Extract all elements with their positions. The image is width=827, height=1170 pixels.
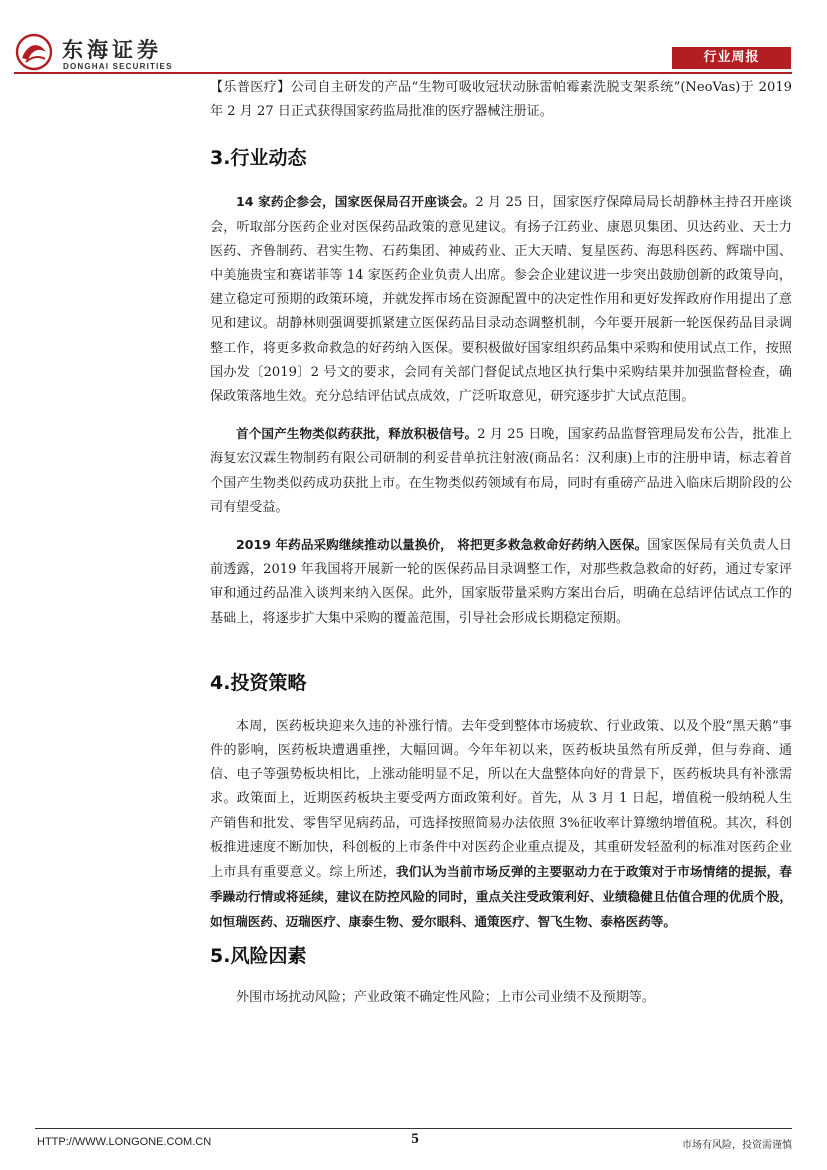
news-item-1-headline: 14 家药企参会，国家医保局召开座谈会。 <box>236 194 476 210</box>
risk-paragraph: 外围市场扰动风险；产业政策不确定性风险；上市公司业绩不及预期等。 <box>236 989 655 1005</box>
brand-name-en: DONGHAI SECURITIES <box>63 62 173 71</box>
page-header <box>0 0 827 80</box>
section-4-title: 4.投资策略 <box>210 671 307 694</box>
main-content <box>210 80 792 1010</box>
strategy-paragraph <box>210 715 792 936</box>
risk-disclaimer: 市场有风险，投资需谨慎 <box>682 1140 792 1151</box>
section-3-title: 3.行业动态 <box>210 147 307 170</box>
news-item-3-headline: 2019 年药品采购继续推动以量换价， 将把更多救急救命好药纳入医保。 <box>236 537 648 553</box>
page-number: 5 <box>411 1131 419 1147</box>
intro-paragraph: 【乐普医疗】公司自主研发的产品“生物可吸收冠状动脉雷帕霉素洗脱支架系统”(NeoVas)于 2019 年 2 月 27 日正式获得国家药监局批准的医疗器械注册证。 <box>210 80 792 120</box>
strategy-conclusion: 我们认为当前市场反弹的主要驱动力在于政策对于市场情绪的提振，春季躁动行情或将延续，建议在防控风险的同时，重点关注受政策利好、业绩稳健且估值合理的优质个股，如恒瑞医药、迈瑞医疗、康泰生物、爱尔眼科、通策医疗、智飞生物、泰格医药等。 <box>210 864 793 930</box>
donghai-logo-icon <box>14 32 54 72</box>
news-item-2 <box>210 422 792 520</box>
brand-name-cn: 东海证券 <box>62 38 162 62</box>
news-item-2-headline: 首个国产生物类似药获批，释放积极信号。 <box>236 426 478 442</box>
strategy-body: 本周，医药板块迎来久违的补涨行情。去年受到整体市场疲软、行业政策、以及个股“黑天鹅”事件的影响，医药板块遭遇重挫，大幅回调。今年年初以来，医药板块虽然有所反弹，但与券商、通信、电子等强势板块相比，上涨动能明显不足，所以在大盘整体向好的背景下，医药板块具有补涨需求。政策面上，近期医药板块主要受两方面政策利好。首先，从 3 月 1 日起，增值税一般纳税人生产销售和批发、零售罕见病药品，可选择按照简易办法依照 3%征收率计算缴纳增值税。其次，科创板推进速度不断加快，科创板的上市条件中对医药企业重点提及，其重研发轻盈利的标准对医药企业上市具有重要意义。综上所述， <box>210 718 792 881</box>
news-item-3-body: 国家医保局有关负责人日前透露，2019 年我国将开展新一轮的医保药品目录调整工作，对那些救急救命的好药，通过专家评审和通过药品准入谈判来纳入医保。此外，国家版带量采购方案出台后，明确在总结评估试点工作的基础上，将逐步扩大集中采购的覆盖范围，引导社会形成长期稳定预期。 <box>210 538 792 626</box>
news-item-1 <box>210 190 792 409</box>
news-item-1-body: 2 月 25 日，国家医疗保障局局长胡静林主持召开座谈会，听取部分医药企业对医保药品政策的意见建议。有扬子江药业、康恩贝集团、贝达药业、天士力医药、齐鲁制药、君实生物、石药集团、神威药业、正大天晴、复星医药、海思科医药、辉瑞中国、中美施贵宝和赛诺菲等 14 家医药企业负责人出席。参会企业建议进一步突出鼓励创新的政策导向，建立稳定可预期的政策环境，并就发挥市场在资源配置中的决定性作用和更好发挥政府作用提出了意见和建议。胡静林则强调要抓紧建立医保药品目录动态调整机制，今年要开展新一轮医保药品目录调整工作，将更多救命救急的好药纳入医保。要积极做好国家组织药品集中采购和使用试点工作，按照国办发〔2019〕2 号文的要求，会同有关部门督促试点地区执行集中采购结果并加强监督检查，确保政策落地生效。充分总结评估试点成效，广泛听取意见，研究逐步扩大试点范围。 <box>210 195 792 405</box>
news-item-2-body: 2 月 25 日晚，国家药品监督管理局发布公告，批准上海复宏汉霖生物制药有限公司研制的利妥昔单抗注射液(商品名：汉利康)上市的注册申请，标志着首个国产生物类似药成功获批上市。在生物类似药领域有布局，同时有重磅产品进入临床后期阶段的公司有望受益。 <box>210 427 793 515</box>
section-5-title: 5.风险因素 <box>210 944 307 967</box>
report-type-badge: 行业周报 <box>672 47 791 69</box>
footer-url: HTTP://WWW.LONGONE.COM.CN <box>37 1136 212 1148</box>
header-divider <box>14 72 792 74</box>
news-item-3 <box>210 533 792 631</box>
footer-divider <box>35 1128 792 1129</box>
